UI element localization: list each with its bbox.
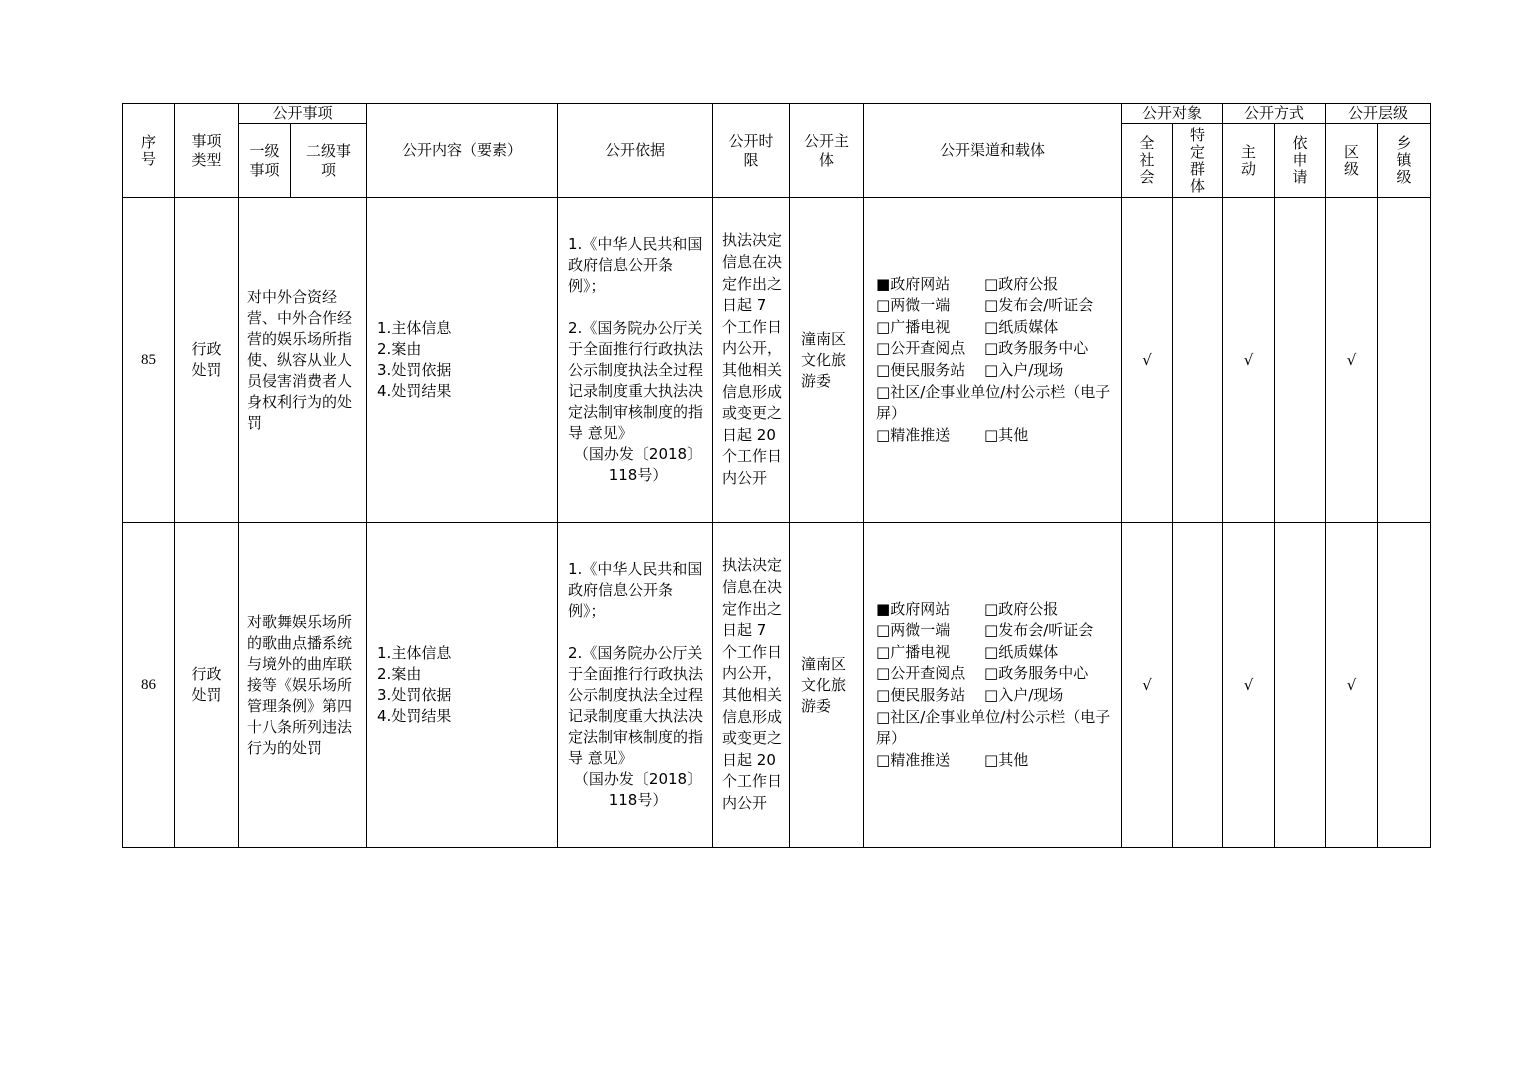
content-item: 1.主体信息 <box>377 644 452 662</box>
row-basis <box>558 198 713 523</box>
header-basis: 公开依据 <box>558 104 713 198</box>
channel-option: □入户/现场 <box>984 686 1064 704</box>
channel-option: □社区/企事业单位/村公示栏（电子屏） <box>876 382 1111 423</box>
basis-item-2: 2.《国务院办公厅关于全面推行行政执法公示制度执法全过程记录制度重大执法决定法制审核制度的指导 意见》 <box>568 644 704 767</box>
channel-option: □广播电视 <box>876 317 951 336</box>
row-subject: 潼南区文化旅游委 <box>790 198 864 523</box>
content-item: 2.案由 <box>377 340 422 358</box>
channel-option: □其他 <box>984 750 1029 769</box>
row-subject: 潼南区文化旅游委 <box>790 523 864 848</box>
check-method-active: √ <box>1223 523 1275 848</box>
channel-option: □政府公报 <box>984 274 1059 293</box>
row-seq: 85 <box>123 198 175 523</box>
check-audience-all: √ <box>1122 198 1173 523</box>
check-level-district: √ <box>1326 198 1378 523</box>
header-level-district: 区级 <box>1326 124 1378 198</box>
check-method-request <box>1275 198 1326 523</box>
header-matters-group: 公开事项 <box>239 104 367 124</box>
check-level-town <box>1378 523 1431 848</box>
channel-option: □便民服务站 <box>876 361 966 379</box>
header-method-request: 依申请 <box>1275 124 1326 198</box>
channel-option: □公开查阅点 <box>876 664 966 683</box>
row-seq: 86 <box>123 523 175 848</box>
channel-option: □发布会/听证会 <box>984 296 1094 315</box>
basis-item-2: 2.《国务院办公厅关于全面推行行政执法公示制度执法全过程记录制度重大执法决定法制审核制度的指导 意见》 <box>568 319 704 442</box>
row-type: 行政处罚 <box>175 523 239 848</box>
channel-option: □政务服务中心 <box>984 664 1089 683</box>
channel-option: □两微一端 <box>876 621 951 640</box>
header-level-town: 乡镇级 <box>1378 124 1431 198</box>
header-audience-all: 全社会 <box>1122 124 1173 198</box>
row-level2: 对歌舞娱乐场所的歌曲点播系统与境外的曲库联接等《娱乐场所管理条例》第四十八条所列违法行为的处罚 <box>239 523 367 848</box>
channel-option: □精准推送 <box>876 750 951 769</box>
channel-option: □精准推送 <box>876 425 951 444</box>
row-level2: 对中外合资经营、中外合作经营的娱乐场所指使、纵容从业人员侵害消费者人身权利行为的处罚 <box>239 198 367 523</box>
basis-item-3: （国办发〔2018〕118号） <box>573 770 703 809</box>
content-item: 4.处罚结果 <box>377 707 452 725</box>
channel-option: □便民服务站 <box>876 686 966 704</box>
channel-option: □纸质媒体 <box>984 642 1059 661</box>
table-row <box>123 198 1431 523</box>
row-content <box>367 523 558 848</box>
channel-option: □公开查阅点 <box>876 339 966 358</box>
table-row <box>123 523 1431 848</box>
header-channels: 公开渠道和载体 <box>864 104 1122 198</box>
channel-option: □入户/现场 <box>984 361 1064 379</box>
header-level-group: 公开层级 <box>1326 104 1431 124</box>
row-time-limit: 执法决定信息在决定作出之日起 7 个工作日内公开，其他相关信息形成或变更之日起 20 个工作日内公开 <box>713 523 790 848</box>
header-level1: 一级事项 <box>239 124 291 198</box>
row-type: 行政处罚 <box>175 198 239 523</box>
channel-option: ■政府网站 <box>876 599 951 618</box>
row-channels <box>864 523 1122 848</box>
header-level2: 二级事项 <box>291 124 367 198</box>
check-level-district: √ <box>1326 523 1378 848</box>
channel-option: □社区/企事业单位/村公示栏（电子屏） <box>876 707 1111 748</box>
content-item: 3.处罚依据 <box>377 686 452 704</box>
row-channels <box>864 198 1122 523</box>
header-type: 事项类型 <box>175 104 239 198</box>
header-time-limit: 公开时限 <box>713 104 790 198</box>
check-audience-specific <box>1173 523 1223 848</box>
content-item: 2.案由 <box>377 665 422 683</box>
channel-option: □两微一端 <box>876 296 951 315</box>
disclosure-table <box>122 103 1431 848</box>
check-audience-specific <box>1173 198 1223 523</box>
basis-item-3: （国办发〔2018〕118号） <box>573 445 703 484</box>
header-audience-specific: 特定群体 <box>1173 124 1223 198</box>
header-subject: 公开主体 <box>790 104 864 198</box>
content-item: 3.处罚依据 <box>377 361 452 379</box>
check-method-active: √ <box>1223 198 1275 523</box>
check-level-town <box>1378 198 1431 523</box>
channel-option: □广播电视 <box>876 642 951 661</box>
header-audience-group: 公开对象 <box>1122 104 1223 124</box>
channel-option: □纸质媒体 <box>984 317 1059 336</box>
header-method-active: 主动 <box>1223 124 1275 198</box>
channel-option: □政务服务中心 <box>984 339 1089 358</box>
header-seq: 序号 <box>123 104 175 198</box>
channel-option: □发布会/听证会 <box>984 621 1094 640</box>
channel-option: ■政府网站 <box>876 274 951 293</box>
check-audience-all: √ <box>1122 523 1173 848</box>
check-method-request <box>1275 523 1326 848</box>
row-basis <box>558 523 713 848</box>
basis-item-1: 1.《中华人民共和国政府信息公开条例》； <box>568 235 703 295</box>
content-item: 4.处罚结果 <box>377 382 452 400</box>
basis-item-1: 1.《中华人民共和国政府信息公开条例》； <box>568 560 703 620</box>
row-content <box>367 198 558 523</box>
channel-option: □其他 <box>984 425 1029 444</box>
header-method-group: 公开方式 <box>1223 104 1326 124</box>
header-row-top <box>123 104 1431 124</box>
content-item: 1.主体信息 <box>377 319 452 337</box>
channel-option: □政府公报 <box>984 599 1059 618</box>
row-time-limit: 执法决定信息在决定作出之日起 7 个工作日内公开，其他相关信息形成或变更之日起 20 个工作日内公开 <box>713 198 790 523</box>
header-content: 公开内容（要素） <box>367 104 558 198</box>
